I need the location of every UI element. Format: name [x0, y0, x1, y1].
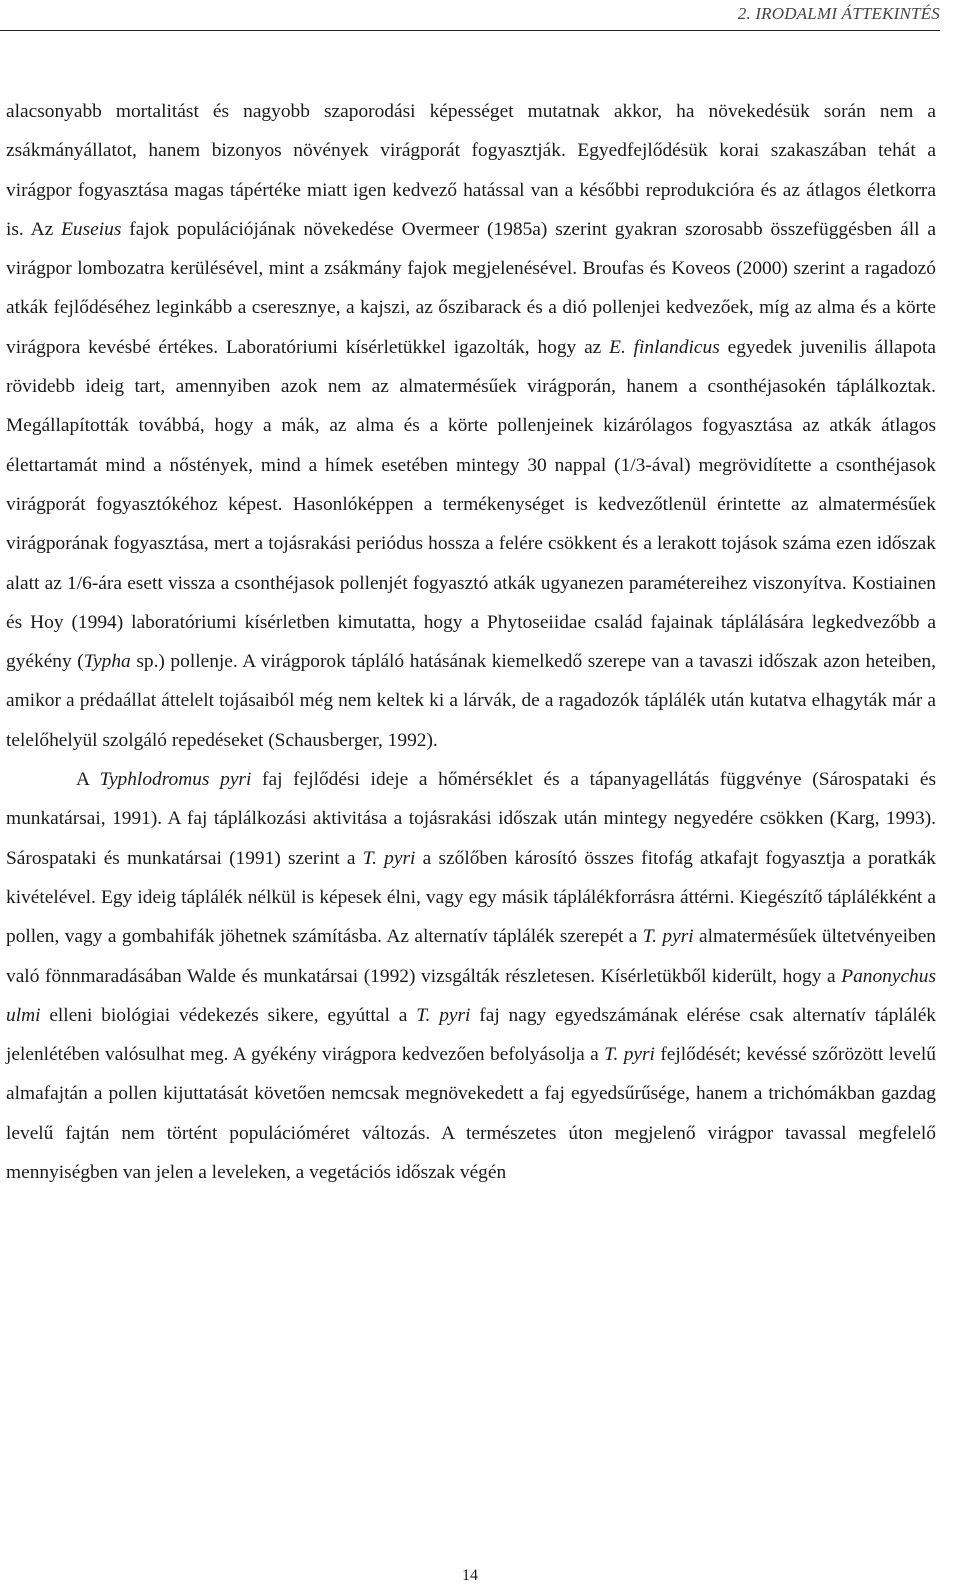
text-run: fejlődését; kevéssé szőrözött levelű almafajtán a pollen kijuttatását követően nemcsak megnövekedett a faj egyedsűrűsége, hanem a trichómákban gazdag levelű fajtán nem történt populációméret változás. A természetes úton megjelenő virágpor tavassal megfelelő mennyiségben van jelen a leveleken, a vegetációs időszak végén — [6, 1044, 936, 1184]
text-run: faj nagy egyedszámának elérése csak alternatív táplálék jelenlétében valósulhat meg. A gyékény virágpora kedvezően befolyásolja a — [6, 1004, 937, 1066]
paragraph-2 — [6, 760, 936, 1192]
chapter-title: 2. IRODALMI ÁTTEKINTÉS — [737, 4, 940, 23]
text-run: elleni biológiai védekezés sikere, egyúttal a — [40, 1004, 417, 1026]
text-run: almatermésűek ültetvényeiben való fönnmaradásában Walde és munkatársai (1992) vizsgálták részletesen. Kísérletükből kiderült, hogy a — [6, 926, 936, 987]
italic-taxon-name: E. finlandicus — [609, 336, 720, 358]
italic-taxon-name: T. pyri — [642, 926, 694, 948]
header-rule — [0, 30, 940, 31]
italic-taxon-name: T. pyri — [604, 1044, 655, 1066]
italic-taxon-name: Typhlodromus pyri — [99, 769, 252, 791]
paragraph-1 — [6, 92, 936, 760]
page-body — [6, 92, 936, 1192]
text-run: A — [76, 769, 100, 791]
text-run: fajok populációjának növekedése Overmeer (1985a) szerint gyakran szorosabb összefüggésben áll a virágpor lombozatra kerülésével, mint a zsákmány fajok megjelenésével. Broufas és Koveos (2000) szerint a ragadozó atkák fejlődéséhez leginkább a cseresznye, a kajszi, az őszibarack és a dió pollenjei kedvezőek, míg az alma és a körte virágpora kevésbé értékes. Laboratóriumi kísérletükkel igazolták, hogy az — [6, 218, 936, 358]
italic-taxon-name: Euseius — [61, 218, 122, 240]
italic-taxon-name: Panonychus ulmi — [6, 965, 936, 1026]
page-number: 14 — [462, 1567, 478, 1584]
running-header — [0, 0, 940, 30]
text-run: a szőlőben károsító összes fitofág atkafajt fogyasztja a poratkák kivételével. Egy ideig táplálék nélkül is képesek élni, vagy egy másik táplálékforrásra áttérni. Kiegészítő táplálékként a pollen, vagy a gombahifák jöhetnek számításba. Az alternatív táplálék szerepét a — [6, 847, 937, 948]
text-run: sp.) pollenje. A virágporok tápláló hatásának kiemelkedő szerepe van a tavaszi időszak azon heteiben, amikor a prédaállat áttelelt tojásaiból még nem keltek ki a lárvák, de a ragadozók táplálék után kutatva elhagyták már a telelőhelyül szolgáló repedéseket (Schausberger, 1992). — [6, 651, 937, 751]
text-run: faj fejlődési ideje a hőmérséklet és a tápanyagellátás függvénye (Sárospataki és munkatársai, 1991). A faj táplálkozási aktivitása a tojásrakási időszak után mintegy negyedére csökken (Karg, 1993). Sárospataki és munkatársai (1991) szerint a — [6, 769, 937, 869]
italic-taxon-name: Typha — [83, 651, 131, 673]
text-run: egyedek juvenilis állapota rövidebb ideig tart, amennyiben azok nem az almatermésűek virágporán, hanem a csonthéjasokén táplálkoztak. Megállapították továbbá, hogy a mák, az alma és a körte pollenjeinek kizárólagos fogyasztása az atkák átlagos élettartamát mind a nőstények, mind a hímek esetében mintegy 30 nappal (1/3-ával) megrövidítette a csonthéjasok virágporát fogyasztókéhoz képest. Hasonlóképpen a termékenységet is kedvezőtlenül érintette az almatermésűek virágporának fogyasztása, mert a tojásrakási periódus hossza a felére csökkent és a lerakott tojások száma ezen időszak alatt az 1/6-ára esett vissza a csonthéjasok pollenjét fogyasztó atkák ugyanezen paramétereihez viszonyítva. Kostiainen és Hoy (1994) laboratóriumi kísérletben kimutatta, hogy a Phytoseiidae család fajainak táplálására legkedvezőbb a gyékény ( — [6, 336, 936, 673]
text-run: alacsonyabb mortalitást és nagyobb szaporodási képességet mutatnak akkor, ha növekedésük során nem a zsákmányállatot, hanem bizonyos növények virágporát fogyasztják. Egyedfejlődésük korai szakaszában tehát a virágpor fogyasztása magas tápértéke miatt igen kedvező hatással van a későbbi reprodukcióra és az átlagos életkorra is. Az — [6, 101, 936, 240]
italic-taxon-name: T. pyri — [362, 847, 416, 869]
italic-taxon-name: T. pyri — [416, 1004, 471, 1026]
